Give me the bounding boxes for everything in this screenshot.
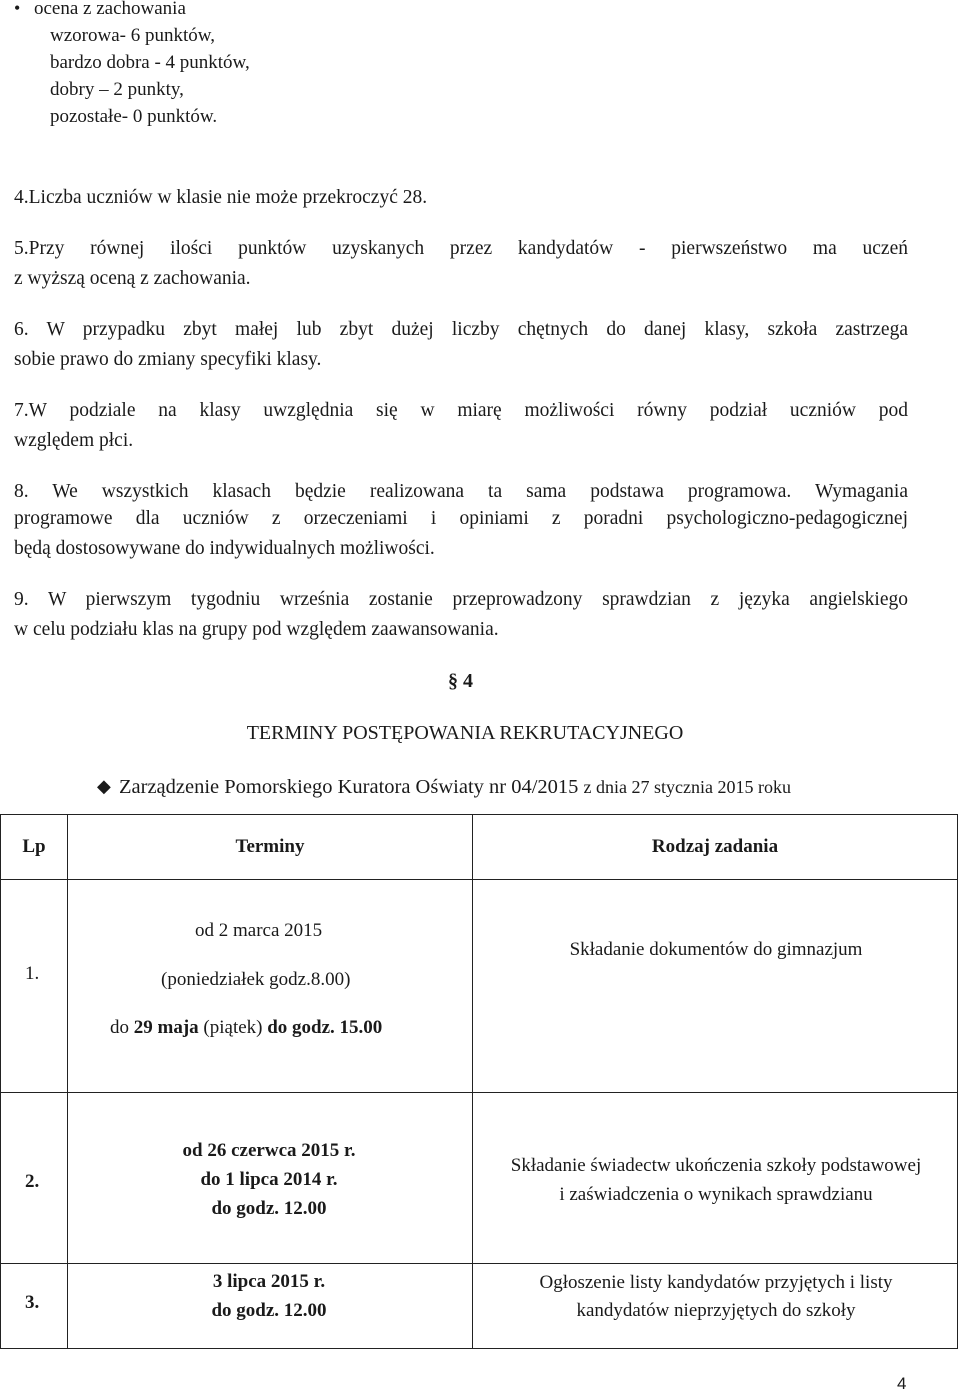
decree-main: Zarządzenie Pomorskiego Kuratora Oświaty nr 04/2015 [119,776,579,798]
table-row [1,1093,958,1264]
task-line: kandydatów nieprzyjętych do szkoły [576,1300,856,1321]
table-row [1,1264,958,1349]
term-line: do godz. 12.00 [211,1198,327,1219]
header-task: Rodzaj zadania [473,815,958,880]
point-8-line-2: programowe dla uczniów z orzeczeniami i opiniami z poradni psychologiczno-pedagogicznej [14,508,908,529]
behavior-heading: ocena z zachowania [34,0,186,19]
term-prefix: od [195,920,219,941]
section-title: TERMINY POSTĘPOWANIA REKRUTACYJNEGO [246,722,684,744]
task-line: Składanie dokumentów do gimnazjum [569,939,863,960]
term-date: 29 maja [133,1017,199,1038]
behavior-line: pozostałe- 0 punktów. [50,106,218,127]
term-line: (poniedziałek godz.8.00) [161,969,351,990]
task-line: Ogłoszenie listy kandydatów przyjętych i listy [539,1272,893,1293]
term-prefix: do [110,1017,134,1038]
table-header-row [1,815,958,880]
point-7-line-1: 7.W podziale na klasy uwzględnia się w miarę możliwości równy podział uczniów pod [14,400,908,421]
header-lp: Lp [1,815,68,880]
row-lp-cell [1,1093,68,1264]
page-number: 4 [897,1374,907,1393]
bullet-dot: • [14,0,21,18]
row-terms-cell [68,1093,473,1264]
behavior-line: bardzo dobra - 4 punktów, [50,52,250,73]
term-line: do godz. 12.00 [211,1300,327,1321]
recruitment-terms-table [0,814,958,1349]
point-5-line-1: 5.Przy równej ilości punktów uzyskanych przez kandydatów - pierwszeństwo ma uczeń [14,238,908,259]
row-lp: 2. [25,1171,40,1192]
point-6-line-1: 6. W przypadku zbyt małej lub zbyt dużej liczby chętnych do danej klasy, szkoła zastrzega [14,319,908,340]
point-9-line-1: 9. W pierwszym tygodniu września zostanie przeprowadzony sprawdzian z języka angielskiego [14,589,908,610]
row-terms-cell [68,1264,473,1349]
behavior-line: dobry – 2 punkty, [50,79,184,100]
term-date: 2 marca 2015 [218,920,323,941]
section-sign: § 4 [448,670,473,692]
point-8-line-3: będą dostosowywane do indywidualnych możliwości. [14,538,435,559]
row-task-cell [473,1093,958,1264]
term-line [195,920,322,942]
section-number: 4 [463,670,473,692]
row-lp-cell [1,1264,68,1349]
term-line: 3 lipca 2015 r. [212,1271,326,1292]
point-8-line-1: 8. We wszystkich klasach będzie realizowana ta sama podstawa programowa. Wymagania [14,481,908,502]
decree-text [119,776,791,799]
point-7-line-2: względem płci. [14,430,134,451]
point-4: 4.Liczba uczniów w klasie nie może przekroczyć 28. [14,187,428,208]
row-lp: 3. [25,1292,40,1313]
row-terms-cell [68,880,473,1093]
row-task-cell [473,1264,958,1349]
task-line: Składanie świadectw ukończenia szkoły podstawowej [510,1155,922,1176]
decree-date: z dnia 27 stycznia 2015 roku [583,777,791,797]
row-task-cell [473,880,958,1093]
point-6-line-2: sobie prawo do zmiany specyfiki klasy. [14,349,322,370]
point-9-line-2: w celu podziału klas na grupy pod względem zaawansowania. [14,619,499,640]
behavior-line: wzorowa- 6 punktów, [50,25,215,46]
term-day: (piątek) [198,1017,268,1038]
table-row [1,880,958,1093]
point-5-line-2: z wyższą oceną z zachowania. [14,268,251,289]
task-line: i zaświadczenia o wynikach sprawdzianu [559,1184,873,1205]
term-line: do 1 lipca 2014 r. [200,1169,338,1190]
term-hour: do godz. 15.00 [267,1017,383,1038]
term-line [110,1017,382,1039]
term-line: od 26 czerwca 2015 r. [182,1140,356,1161]
row-lp: 1. [25,963,40,984]
decree-bullet: ◆ [97,776,111,796]
row-lp-cell [1,880,68,1093]
header-terms: Terminy [68,815,473,880]
